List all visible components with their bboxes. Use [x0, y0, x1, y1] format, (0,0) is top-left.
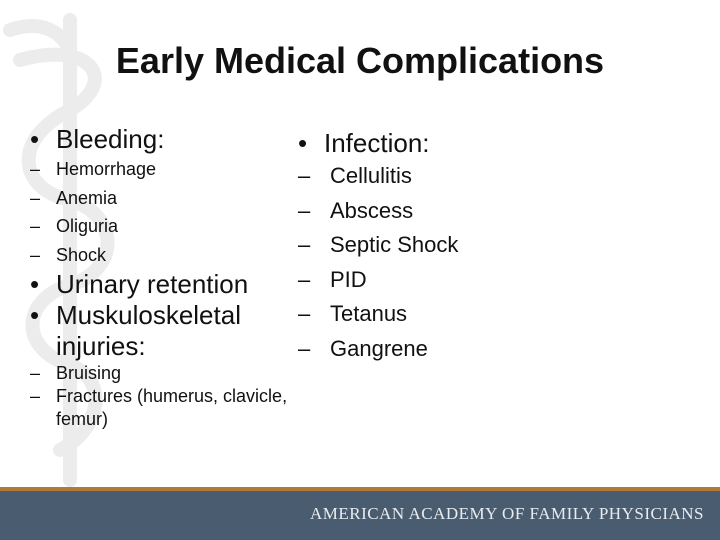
- bullet-text: Bleeding:: [56, 124, 165, 154]
- sub-bullet-hemorrhage: [30, 155, 310, 184]
- dash-glyph: –: [298, 163, 311, 188]
- dash-glyph: –: [30, 187, 41, 208]
- bullet-glyph: •: [298, 128, 308, 158]
- bullet-glyph: •: [30, 269, 40, 299]
- sub-bullet-abscess: [298, 194, 598, 229]
- sub-bullet-text: Hemorrhage: [56, 159, 157, 179]
- sub-bullet-text: Tetanus: [330, 301, 408, 327]
- dash-glyph: –: [30, 244, 41, 265]
- sub-bullet-text: PID: [330, 266, 367, 292]
- bullet-muskuloskeletal: [30, 300, 310, 362]
- left-column: [30, 124, 310, 431]
- sub-bullet-text: Septic Shock: [330, 232, 459, 258]
- bullet-bleeding: [30, 124, 310, 155]
- sub-bullet-shock: [30, 241, 310, 270]
- dash-glyph: –: [298, 335, 311, 361]
- sub-bullet-fractures: [30, 385, 310, 431]
- bullet-glyph: •: [30, 300, 40, 330]
- bullet-urinary-retention: [30, 269, 310, 300]
- sub-bullet-text: Fractures (humerus, clavicle, femur): [56, 386, 288, 429]
- footer-bar: [0, 487, 720, 540]
- sub-bullet-text: Gangrene: [330, 335, 428, 361]
- sub-bullet-text: Bruising: [56, 363, 122, 383]
- sub-bullet-bruising: [30, 362, 310, 385]
- sub-bullet-text: Cellulitis: [330, 163, 412, 188]
- dash-glyph: –: [30, 363, 41, 383]
- dash-glyph: –: [298, 301, 311, 327]
- right-column: [298, 128, 598, 367]
- dash-glyph: –: [30, 216, 41, 236]
- dash-glyph: –: [30, 159, 41, 179]
- sub-bullet-text: Oliguria: [56, 216, 119, 236]
- sub-bullet-anemia: [30, 184, 310, 213]
- bullet-text: Muskuloskeletal injuries:: [56, 300, 241, 361]
- bullet-infection: [298, 128, 598, 159]
- sub-bullet-tetanus: [298, 297, 598, 332]
- sub-bullet-cellulitis: [298, 159, 598, 194]
- sub-bullet-gangrene: [298, 332, 598, 367]
- dash-glyph: –: [298, 266, 311, 292]
- bullet-text: Infection:: [324, 128, 430, 158]
- sub-bullet-pid: [298, 263, 598, 298]
- sub-bullet-septic-shock: [298, 228, 598, 263]
- sub-bullet-text: Anemia: [56, 187, 118, 208]
- sub-bullet-text: Shock: [56, 244, 107, 265]
- dash-glyph: –: [298, 232, 311, 258]
- sub-bullet-text: Abscess: [330, 197, 414, 223]
- bullet-glyph: •: [30, 124, 40, 154]
- dash-glyph: –: [30, 386, 41, 406]
- footer-org-name: AMERICAN ACADEMY OF FAMILY PHYSICIANS: [310, 504, 704, 523]
- sub-bullet-oliguria: [30, 212, 310, 241]
- bullet-text: Urinary retention: [56, 269, 249, 299]
- slide-title: Early Medical Complications: [115, 40, 605, 81]
- dash-glyph: –: [298, 197, 311, 223]
